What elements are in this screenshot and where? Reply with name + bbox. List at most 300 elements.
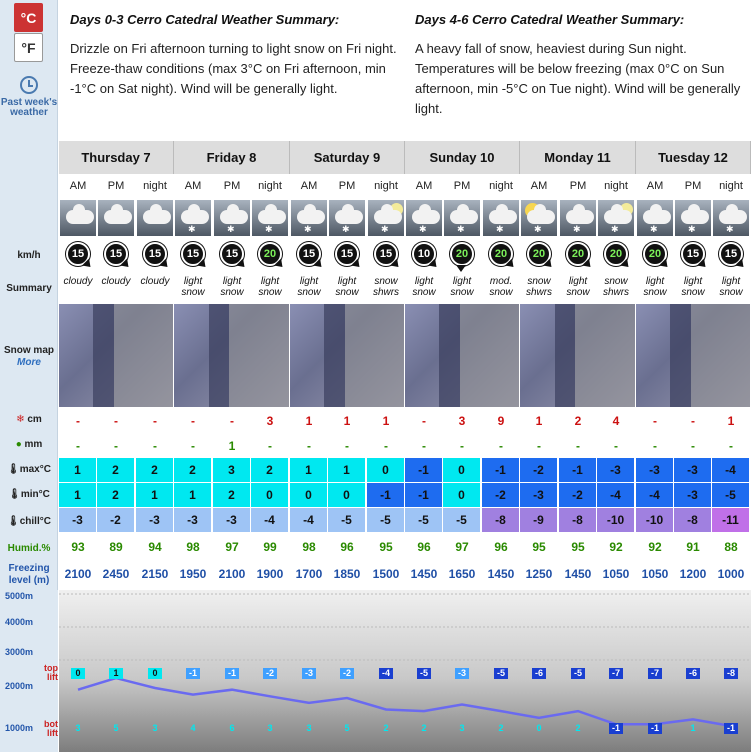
snow-map-thumbnail[interactable] <box>59 304 174 407</box>
celsius-button[interactable]: °C <box>14 3 43 32</box>
period-label: night <box>143 180 167 192</box>
period-label: PM <box>107 180 125 192</box>
wind-arrow-icon: 15 <box>335 242 359 266</box>
weather-icon <box>174 199 212 237</box>
max-temp-cell: 1 <box>290 458 328 483</box>
period-label: night <box>719 180 743 192</box>
summary-cell: light snow <box>220 276 244 298</box>
min-temp-cell: 1 <box>59 483 97 508</box>
top-lift-temp: -6 <box>686 668 700 679</box>
wind-speed <box>367 241 405 271</box>
day-header: Friday 8 <box>174 141 290 174</box>
max-temp-cell: -4 <box>712 458 750 483</box>
bottom-lift-temp: 3 <box>459 723 465 733</box>
snow-cell: 1 <box>343 414 351 428</box>
summary-cell: cloudy <box>63 276 93 287</box>
top-lift-temp: -7 <box>648 668 662 679</box>
weather-icon <box>520 199 558 237</box>
freezing-row-label: Freezing level (m) <box>8 563 50 586</box>
rain-cell: - <box>499 439 503 453</box>
weather-icon <box>482 199 520 237</box>
wind-arrow-icon: 15 <box>181 242 205 266</box>
summary-cell: light snow <box>258 276 282 298</box>
snow-map-thumbnail[interactable] <box>636 304 751 407</box>
top-lift-temp: -3 <box>455 668 469 679</box>
wind-speed <box>559 241 597 271</box>
bottom-lift-temp: 3 <box>306 723 312 733</box>
wind-arrow-icon: 15 <box>719 242 743 266</box>
bottom-lift-temp: 4 <box>190 723 196 733</box>
freezing-level-cell: 1700 <box>295 567 323 581</box>
rain-cell: - <box>614 439 618 453</box>
wind-arrow-icon: 10 <box>412 242 436 266</box>
min-temp-cell: 1 <box>136 483 174 508</box>
snowflake-icon: ✱ <box>611 224 619 234</box>
chill-temp-cell: -4 <box>290 508 328 533</box>
weather-icon <box>213 199 251 237</box>
snow-cell: 3 <box>266 414 274 428</box>
top-lift-temp: 0 <box>148 668 162 679</box>
snow-map-thumbnail[interactable] <box>290 304 405 407</box>
humidity-cell: 99 <box>263 540 277 554</box>
snow-unit: cm <box>27 414 42 425</box>
cloud-icon <box>143 210 171 224</box>
cloud-icon <box>335 210 363 224</box>
min-temp-cell: 0 <box>290 483 328 508</box>
wind-speed <box>443 241 481 271</box>
max-temp-cell: 1 <box>328 458 366 483</box>
summary-title: Days 0-3 Cerro Catedral Weather Summary: <box>70 12 340 27</box>
bottom-lift-temp: -1 <box>724 723 738 734</box>
snow-cell: - <box>691 414 695 428</box>
freezing-level-cell: 1900 <box>256 567 284 581</box>
period-label: PM <box>223 180 241 192</box>
snow-cell: 4 <box>612 414 620 428</box>
day-header: Thursday 7 <box>59 141 174 174</box>
freezing-level-cell: 1950 <box>179 567 207 581</box>
cloud-icon <box>527 210 555 224</box>
chill-temp-cell: -3 <box>174 508 212 533</box>
chill-unit: chill°C <box>19 516 51 527</box>
rain-cell: - <box>191 439 195 453</box>
cloud-icon <box>681 210 709 224</box>
max-temp-cell: 1 <box>59 458 97 483</box>
top-lift-label: top lift <box>44 663 58 682</box>
wind-arrow-icon: 15 <box>66 242 90 266</box>
wind-arrow-icon: 20 <box>604 242 628 266</box>
min-temp-cell: -3 <box>520 483 558 508</box>
snowflake-icon: ✱ <box>726 224 734 234</box>
snow-cell: - <box>114 414 118 428</box>
top-lift-temp: 0 <box>71 668 85 679</box>
humidity-cell: 93 <box>71 540 85 554</box>
weather-icon <box>597 199 635 237</box>
cloud-icon <box>220 210 248 224</box>
period-label: AM <box>69 180 87 192</box>
humidity-cell: 89 <box>109 540 123 554</box>
bottom-lift-temp: -1 <box>609 723 623 734</box>
bottom-lift-temp: 3 <box>152 723 158 733</box>
bottom-lift-label: bot lift <box>44 719 58 738</box>
snowflake-icon: ✱ <box>188 224 196 234</box>
cloud-icon <box>604 210 632 224</box>
top-lift-temp: -5 <box>417 668 431 679</box>
summary-days-0-3 <box>70 12 400 99</box>
chill-temp-cell: -9 <box>520 508 558 533</box>
weather-icon <box>559 199 597 237</box>
chill-temp-cell: -5 <box>405 508 443 533</box>
freezing-level-cell: 1250 <box>525 567 553 581</box>
min-temp-cell: -4 <box>597 483 635 508</box>
weather-icon <box>251 199 289 237</box>
weather-icon <box>443 199 481 237</box>
snowflake-icon: ✱ <box>227 224 235 234</box>
period-label: AM <box>646 180 664 192</box>
day-header: Monday 11 <box>520 141 636 174</box>
rain-cell: - <box>729 439 733 453</box>
altitude-axis <box>0 590 58 752</box>
snow-cell: - <box>422 414 426 428</box>
summary-cell: light snow <box>681 276 705 298</box>
weather-icon <box>136 199 174 237</box>
cloud-icon <box>643 210 671 224</box>
chill-temp-cell: -11 <box>712 508 750 533</box>
humidity-cell: 95 <box>532 540 546 554</box>
humidity-row-label: Humid.% <box>7 543 51 554</box>
snowflake-icon: ✱ <box>457 224 465 234</box>
summary-cell: cloudy <box>101 276 131 287</box>
wind-arrow-icon: 20 <box>450 242 474 266</box>
chill-temp-cell: -5 <box>443 508 481 533</box>
max-temp-cell: -3 <box>636 458 674 483</box>
period-label: PM <box>569 180 587 192</box>
freezing-level-cell: 2150 <box>141 567 169 581</box>
weather-icon <box>59 199 97 237</box>
freezing-level-cell: 1200 <box>679 567 707 581</box>
freezing-level-cell: 2100 <box>218 567 246 581</box>
snow-cell: 1 <box>535 414 543 428</box>
cloud-icon <box>181 210 209 224</box>
rain-cell: - <box>460 439 464 453</box>
summary-cell: light snow <box>450 276 474 298</box>
summary-cell: light snow <box>566 276 590 298</box>
wind-speed <box>636 241 674 271</box>
cloud-icon <box>258 210 286 224</box>
humidity-cell: 96 <box>340 540 354 554</box>
humidity-cell: 91 <box>686 540 700 554</box>
weather-icon <box>405 199 443 237</box>
summary-cell: cloudy <box>140 276 170 287</box>
humidity-cell: 98 <box>302 540 316 554</box>
min-temp-cell: 0 <box>251 483 289 508</box>
max-row-label <box>0 464 58 476</box>
period-label: night <box>258 180 282 192</box>
weather-icon <box>636 199 674 237</box>
wind-speed <box>712 241 750 271</box>
humidity-cell: 95 <box>379 540 393 554</box>
bottom-lift-temp: 2 <box>421 723 427 733</box>
period-label: PM <box>684 180 702 192</box>
wind-speed <box>290 241 328 271</box>
snow-cell: - <box>230 414 234 428</box>
snowmap-label: Snow map <box>3 345 54 356</box>
humidity-cell: 94 <box>148 540 162 554</box>
altitude-label: 5000m <box>5 591 34 601</box>
thermometer-icon: 🌡 <box>7 464 20 475</box>
humidity-cell: 97 <box>455 540 469 554</box>
chill-temp-cell: -8 <box>559 508 597 533</box>
top-lift-temp: -1 <box>186 668 200 679</box>
rain-cell: - <box>653 439 657 453</box>
snow-map-thumbnail[interactable] <box>520 304 636 407</box>
rain-cell: 1 <box>228 439 236 453</box>
min-temp-cell: -1 <box>405 483 443 508</box>
bottom-lift-temp: 2 <box>575 723 581 733</box>
min-temp-cell: 0 <box>443 483 481 508</box>
day-header: Sunday 10 <box>405 141 520 174</box>
chill-temp-cell: -2 <box>97 508 135 533</box>
snowflake-icon: ✱ <box>534 224 542 234</box>
humidity-cell: 96 <box>417 540 431 554</box>
wind-arrow-icon: 20 <box>527 242 551 266</box>
summary-title: Days 4-6 Cerro Catedral Weather Summary: <box>415 12 685 27</box>
period-label: AM <box>184 180 202 192</box>
rain-cell: - <box>384 439 388 453</box>
chill-temp-cell: -10 <box>597 508 635 533</box>
weather-icon <box>367 199 405 237</box>
bottom-lift-temp: 2 <box>498 723 504 733</box>
fahrenheit-button[interactable]: °F <box>14 33 43 62</box>
summary-cell: light snow <box>335 276 359 298</box>
snowflake-icon: ✱ <box>304 224 312 234</box>
snow-cell: - <box>653 414 657 428</box>
freezing-level-cell: 2450 <box>102 567 130 581</box>
rain-row-label <box>0 439 58 451</box>
rain-cell: - <box>307 439 311 453</box>
max-temp-cell: 2 <box>174 458 212 483</box>
altitude-label: 2000m <box>5 681 34 691</box>
day-header: Saturday 9 <box>290 141 405 174</box>
wind-arrow-icon: 15 <box>374 242 398 266</box>
max-temp-cell: 3 <box>213 458 251 483</box>
min-temp-cell: -3 <box>674 483 712 508</box>
weather-icon <box>674 199 712 237</box>
period-label: PM <box>453 180 471 192</box>
wind-speed <box>59 241 97 271</box>
cloud-icon <box>412 210 440 224</box>
snowflake-icon: ✱ <box>381 224 389 234</box>
snow-cell: - <box>153 414 157 428</box>
rain-cell: - <box>691 439 695 453</box>
humidity-cell: 97 <box>225 540 239 554</box>
snow-cell: 1 <box>727 414 735 428</box>
max-temp-cell: -1 <box>482 458 520 483</box>
humidity-cell: 92 <box>648 540 662 554</box>
chill-temp-cell: -5 <box>328 508 366 533</box>
top-lift-temp: -7 <box>609 668 623 679</box>
altitude-label: 1000m <box>5 723 34 733</box>
wind-speed <box>213 241 251 271</box>
day-header: Tuesday 12 <box>636 141 751 174</box>
cloud-icon <box>66 210 94 224</box>
min-temp-cell: -1 <box>367 483 405 508</box>
snow-row-label <box>0 414 58 426</box>
cloud-icon <box>450 210 478 224</box>
summary-cell: light snow <box>643 276 667 298</box>
wind-speed <box>597 241 635 271</box>
snow-cell: 9 <box>497 414 505 428</box>
freezing-level-cell: 1450 <box>487 567 515 581</box>
period-label: PM <box>338 180 356 192</box>
freezing-level-cell: 1500 <box>372 567 400 581</box>
cloud-icon <box>297 210 325 224</box>
max-temp-cell: -1 <box>559 458 597 483</box>
rain-cell: - <box>153 439 157 453</box>
period-label: AM <box>530 180 548 192</box>
period-label: night <box>489 180 513 192</box>
min-temp-cell: 1 <box>174 483 212 508</box>
altitude-label: 3000m <box>5 647 34 657</box>
snowmap-row-label <box>0 345 58 369</box>
snow-cell: 1 <box>382 414 390 428</box>
summary-row-label: Summary <box>6 283 52 294</box>
min-temp-cell: 2 <box>213 483 251 508</box>
bottom-lift-temp: 5 <box>344 723 350 733</box>
top-lift-temp: -2 <box>340 668 354 679</box>
wind-arrow-icon: 15 <box>104 242 128 266</box>
summary-cell: mod. snow <box>489 276 513 298</box>
freezing-level-series <box>78 678 731 726</box>
snow-cell: 2 <box>574 414 582 428</box>
max-temp-cell: 2 <box>136 458 174 483</box>
min-row-label <box>0 489 58 501</box>
rain-cell: - <box>576 439 580 453</box>
wind-arrow-icon: 15 <box>220 242 244 266</box>
humidity-cell: 92 <box>609 540 623 554</box>
wind-arrow-icon: 20 <box>489 242 513 266</box>
past-weather-link[interactable] <box>0 76 58 118</box>
snowflake-icon: ✱ <box>265 224 273 234</box>
weather-icon <box>328 199 366 237</box>
chill-temp-cell: -8 <box>674 508 712 533</box>
snowflake-icon: ✱ <box>573 224 581 234</box>
snowflake-icon: ✱ <box>496 224 504 234</box>
rain-cell: - <box>537 439 541 453</box>
weather-icon <box>290 199 328 237</box>
weather-icon <box>97 199 135 237</box>
freezing-level-cell: 1050 <box>641 567 669 581</box>
snow-cell: 3 <box>458 414 466 428</box>
rain-cell: - <box>268 439 272 453</box>
min-temp-cell: 0 <box>328 483 366 508</box>
max-temp-cell: 2 <box>251 458 289 483</box>
min-unit: min°C <box>20 489 50 500</box>
weather-summary <box>59 0 751 141</box>
top-lift-temp: -6 <box>532 668 546 679</box>
snow-map-thumbnail[interactable] <box>405 304 520 407</box>
wind-arrow-icon: 20 <box>258 242 282 266</box>
rain-cell: - <box>345 439 349 453</box>
bottom-lift-temp: -1 <box>648 723 662 734</box>
period-label: AM <box>415 180 433 192</box>
summary-days-4-6 <box>415 12 745 119</box>
rain-cell: - <box>422 439 426 453</box>
wind-speed <box>482 241 520 271</box>
thermometer-icon: 🌡 <box>7 516 20 527</box>
wind-speed <box>520 241 558 271</box>
wind-arrow-icon: 20 <box>566 242 590 266</box>
wind-speed <box>328 241 366 271</box>
summary-cell: light snow <box>412 276 436 298</box>
freezing-level-cell: 1850 <box>333 567 361 581</box>
summary-cell: light snow <box>181 276 205 298</box>
max-unit: max°C <box>19 464 51 475</box>
period-label: AM <box>300 180 318 192</box>
summary-cell: light snow <box>297 276 321 298</box>
snow-map-thumbnail[interactable] <box>174 304 290 407</box>
summary-cell: snow shwrs <box>602 276 630 298</box>
top-lift-temp: -2 <box>263 668 277 679</box>
wind-speed <box>405 241 443 271</box>
freezing-level-cell: 1650 <box>448 567 476 581</box>
bottom-lift-temp: 3 <box>75 723 81 733</box>
cloud-icon <box>719 210 747 224</box>
bottom-lift-temp: 1 <box>690 723 696 733</box>
cloud-icon <box>104 210 132 224</box>
top-lift-temp: -3 <box>302 668 316 679</box>
chill-temp-cell: -10 <box>636 508 674 533</box>
humidity-cell: 95 <box>571 540 585 554</box>
bottom-lift-temp: 3 <box>267 723 273 733</box>
chill-row-label <box>0 516 58 528</box>
top-lift-temp: 1 <box>109 668 123 679</box>
freezing-level-cell: 1450 <box>564 567 592 581</box>
chill-temp-cell: -4 <box>251 508 289 533</box>
period-label: night <box>604 180 628 192</box>
top-lift-temp: -5 <box>494 668 508 679</box>
altitude-chart <box>59 590 751 752</box>
summary-cell: light snow <box>719 276 743 298</box>
wind-arrow-icon: 15 <box>297 242 321 266</box>
max-temp-cell: 0 <box>443 458 481 483</box>
period-label: night <box>374 180 398 192</box>
rain-cell: - <box>76 439 80 453</box>
min-temp-cell: -4 <box>636 483 674 508</box>
max-temp-cell: -3 <box>597 458 635 483</box>
wind-speed <box>174 241 212 271</box>
bottom-lift-temp: 5 <box>113 723 119 733</box>
raindrop-icon: ● <box>15 439 22 450</box>
snowflake-icon: ✱ <box>342 224 350 234</box>
snow-cell: - <box>191 414 195 428</box>
weather-icon <box>712 199 750 237</box>
max-temp-cell: -3 <box>674 458 712 483</box>
snowmap-more-link[interactable]: More <box>17 357 41 368</box>
top-lift-temp: -8 <box>724 668 738 679</box>
bottom-lift-temp: 2 <box>383 723 389 733</box>
summary-cell: snow shwrs <box>372 276 400 298</box>
rain-cell: - <box>114 439 118 453</box>
min-temp-cell: -5 <box>712 483 750 508</box>
past-weather-label: Past week's weather <box>0 97 58 118</box>
snow-cell: 1 <box>305 414 313 428</box>
min-temp-cell: -2 <box>482 483 520 508</box>
top-lift-temp: -5 <box>571 668 585 679</box>
min-temp-cell: 2 <box>97 483 135 508</box>
wind-speed <box>674 241 712 271</box>
snowflake-icon: ✱ <box>688 224 696 234</box>
humidity-cell: 98 <box>186 540 200 554</box>
